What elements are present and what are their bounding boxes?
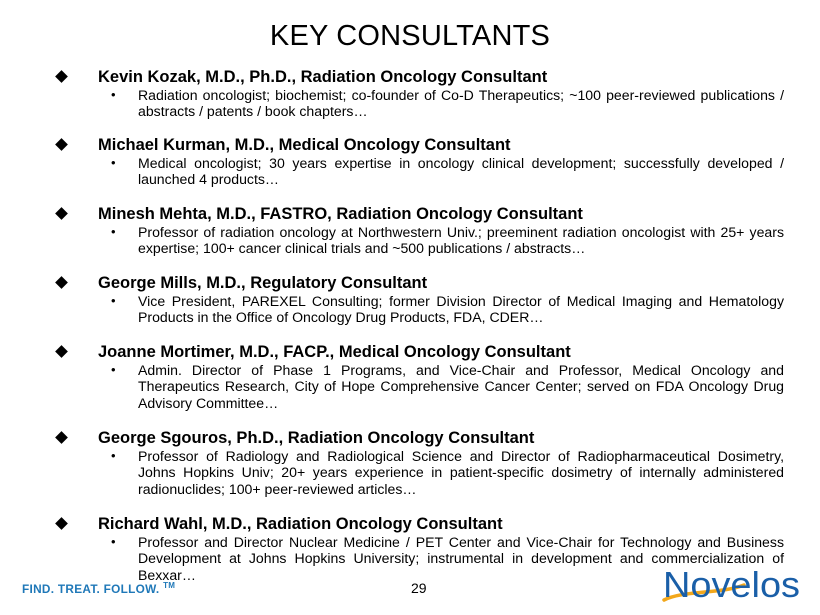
diamond-bullet-icon [55,431,68,444]
diamond-bullet-icon [55,517,68,530]
bullet-dot-icon: • [111,534,116,549]
consultant-description: Professor of Radiology and Radiological Science and Director of Radiopharmaceutical Dosimetry, Johns Hopkins Univ; 20+ years experience in patient-specific dosimetry of internally administered radionuclides; 100+ peer-reviewed articles… [138,448,784,497]
diamond-bullet-icon [55,70,68,83]
page-title: KEY CONSULTANTS [269,20,551,52]
bullet-dot-icon: • [111,224,116,239]
consultant-name: Minesh Mehta, M.D., FASTRO, Radiation Oncology Consultant [98,205,583,223]
footer-tagline [22,581,175,596]
consultant-description: Radiation oncologist; biochemist; co-founder of Co-D Therapeutics; ~100 peer-reviewed publications / abstracts / patents / book chapters… [138,87,784,120]
page-number: 29 [411,580,427,596]
consultant-name: Richard Wahl, M.D., Radiation Oncology Consultant [98,515,503,533]
bullet-dot-icon: • [111,155,116,170]
consultant-description: Admin. Director of Phase 1 Programs, and Vice-Chair and Professor, Medical Oncology and Therapeutics Research, City of Hope Comprehensive Cancer Center; served on FDA Oncology Drug Advisory Committee… [138,362,784,411]
consultant-name: George Mills, M.D., Regulatory Consultant [98,274,428,292]
consultant-name: Joanne Mortimer, M.D., FACP., Medical Oncology Consultant [98,343,571,361]
diamond-bullet-icon [55,345,68,358]
consultant-name: George Sgouros, Ph.D., Radiation Oncology Consultant [98,429,535,447]
consultant-description: Medical oncologist; 30 years expertise in oncology clinical development; successfully developed / launched 4 products… [138,155,784,188]
diamond-bullet-icon [55,207,68,220]
bullet-dot-icon: • [111,448,116,463]
tagline-text: FIND. TREAT. FOLLOW. [22,581,160,596]
consultant-description: Professor of radiation oncology at Northwestern Univ.; preeminent radiation oncologist with 25+ years expertise; 100+ cancer clinical trials and ~500 publications / abstracts… [138,224,784,257]
consultant-description: Vice President, PAREXEL Consulting; former Division Director of Medical Imaging and Hematology Products in the Office of Oncology Drug Products, FDA, CDER… [138,293,784,326]
bullet-dot-icon: • [111,293,116,308]
diamond-bullet-icon [55,276,68,289]
consultant-name: Michael Kurman, M.D., Medical Oncology Consultant [98,136,511,154]
bullet-dot-icon: • [111,87,116,102]
logo-text: Novelos [663,564,800,605]
consultant-name: Kevin Kozak, M.D., Ph.D., Radiation Oncology Consultant [98,68,548,86]
bullet-dot-icon: • [111,362,116,377]
diamond-bullet-icon [55,138,68,151]
trademark-mark: TM [163,581,176,590]
consultant-description: Professor and Director Nuclear Medicine / PET Center and Vice-Chair for Technology and Business Development at Johns Hopkins University; instrumental in development and commercialization of Bexxar… [138,534,784,583]
novelos-logo [662,563,802,605]
